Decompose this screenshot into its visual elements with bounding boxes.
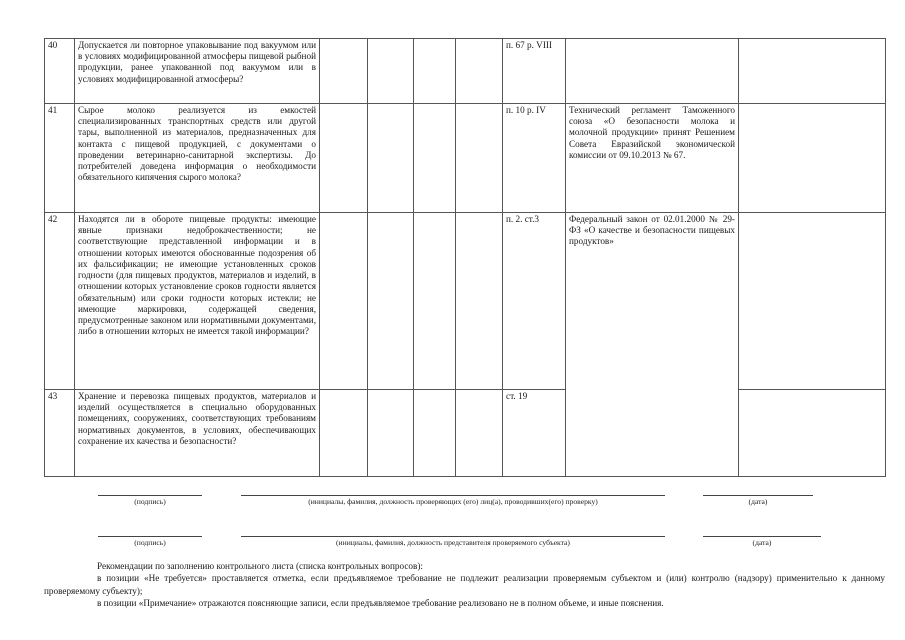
- table-row: [45, 390, 886, 477]
- signature-caption: (подпись): [134, 497, 166, 506]
- answer-no-cell[interactable]: [368, 104, 414, 213]
- answer-not-required-cell[interactable]: [414, 39, 456, 104]
- signature-caption: (подпись): [134, 538, 166, 547]
- row-number: 40: [45, 39, 75, 104]
- note-cell[interactable]: [739, 390, 886, 477]
- comment-cell[interactable]: [456, 390, 503, 477]
- answer-not-required-cell[interactable]: [414, 213, 456, 390]
- note-cell[interactable]: [739, 213, 886, 390]
- legal-reference: п. 10 р. IV: [503, 104, 566, 213]
- recommendation-item: в позиции «Не требуется» проставляется отметка, если предъявляемое требование не подлежит реализации проверяемым субъектом и (или) контролю (надзору) применительно к данному проверяемому субъекту);: [44, 573, 885, 596]
- answer-no-cell[interactable]: [368, 390, 414, 477]
- date-block-subject: [703, 536, 821, 547]
- answer-yes-cell[interactable]: [320, 390, 368, 477]
- row-number: 41: [45, 104, 75, 213]
- table-row: [45, 39, 886, 104]
- row-number: 42: [45, 213, 75, 390]
- question-text: Находятся ли в обороте пищевые продукты: имеющие явные признаки недоброкачественности; не соответствующие представленной информации и в отношении которых имеются обоснованные подозрения об их фальсификации; не имеющие установленных сроков годности (для пищевых продуктов, материалов и изделий, в отношении которых установление сроков годности является обязательным) или сроки годности которых истекли; не имеющие маркировки, содержащей сведения, предусмотренные законом или нормативными документами, либо в отношении которых не имеется такой информации?: [75, 213, 320, 390]
- date-caption: (дата): [748, 497, 768, 506]
- recommendations: [44, 560, 885, 610]
- answer-not-required-cell[interactable]: [414, 104, 456, 213]
- name-block-subject: [241, 536, 665, 547]
- note-cell[interactable]: [739, 104, 886, 213]
- comment-cell[interactable]: [456, 104, 503, 213]
- answer-yes-cell[interactable]: [320, 39, 368, 104]
- recommendations-heading: Рекомендации по заполнению контрольного листа (списка контрольных вопросов):: [97, 561, 423, 571]
- date-caption: (дата): [752, 538, 772, 547]
- date-block-inspector: [703, 495, 813, 506]
- answer-no-cell[interactable]: [368, 213, 414, 390]
- legal-reference: ст. 19: [503, 390, 566, 477]
- question-text: Сырое молоко реализуется из емкостей специализированных транспортных средств или другой тары, выполненной из материалов, предназначенных для контакта с пищевой продукцией, с документами о проведении ветеринарно-санитарной экспертизы. До потребителей доведена информация о необходимости обязательного кипячения сырого молока?: [75, 104, 320, 213]
- recommendation-item: в позиции «Примечание» отражаются поясняющие записи, если предъявляемое требование реализовано не в полном объеме, и иные пояснения.: [97, 598, 664, 609]
- legal-reference: п. 2. ст.3: [503, 213, 566, 390]
- legal-document: Федеральный закон от 02.01.2000 № 29-ФЗ «О качестве и безопасности пищевых продуктов»: [566, 213, 739, 477]
- question-text: Хранение и перевозка пищевых продуктов, материалов и изделий осуществляется в специально оборудованных помещениях, сооружениях, соответствующих требованиям нормативных документов, в условиях, обеспечивающих сохранение их качества и безопасности?: [75, 390, 320, 477]
- legal-document: [566, 39, 739, 104]
- answer-yes-cell[interactable]: [320, 213, 368, 390]
- answer-not-required-cell[interactable]: [414, 390, 456, 477]
- name-block-inspector: [241, 495, 665, 506]
- name-caption: (инициалы, фамилия, должность проверяющих (его) лиц(а), проводивших(его) проверку): [308, 497, 598, 506]
- note-cell[interactable]: [739, 39, 886, 104]
- answer-yes-cell[interactable]: [320, 104, 368, 213]
- table-row: [45, 104, 886, 213]
- answer-no-cell[interactable]: [368, 39, 414, 104]
- name-caption: (инициалы, фамилия, должность представителя проверяемого субъекта): [336, 538, 570, 547]
- question-text: Допускается ли повторное упаковывание под вакуумом или в условиях модифицированной атмосферы пищевой рыбной продукции, ранее упакованной под вакуумом или в условиях модифицированной атмосферы?: [75, 39, 320, 104]
- signature-block-subject: [98, 536, 202, 547]
- signature-block-inspector: [98, 495, 202, 506]
- table-row: [45, 213, 886, 390]
- legal-document: Технический регламент Таможенного союза «О безопасности молока и молочной продукции» принят Решением Совета Евразийской экономической комиссии от 09.10.2013 № 67.: [566, 104, 739, 213]
- row-number: 43: [45, 390, 75, 477]
- legal-reference: п. 67 р. VIII: [503, 39, 566, 104]
- checklist-table: [44, 38, 886, 477]
- comment-cell[interactable]: [456, 213, 503, 390]
- comment-cell[interactable]: [456, 39, 503, 104]
